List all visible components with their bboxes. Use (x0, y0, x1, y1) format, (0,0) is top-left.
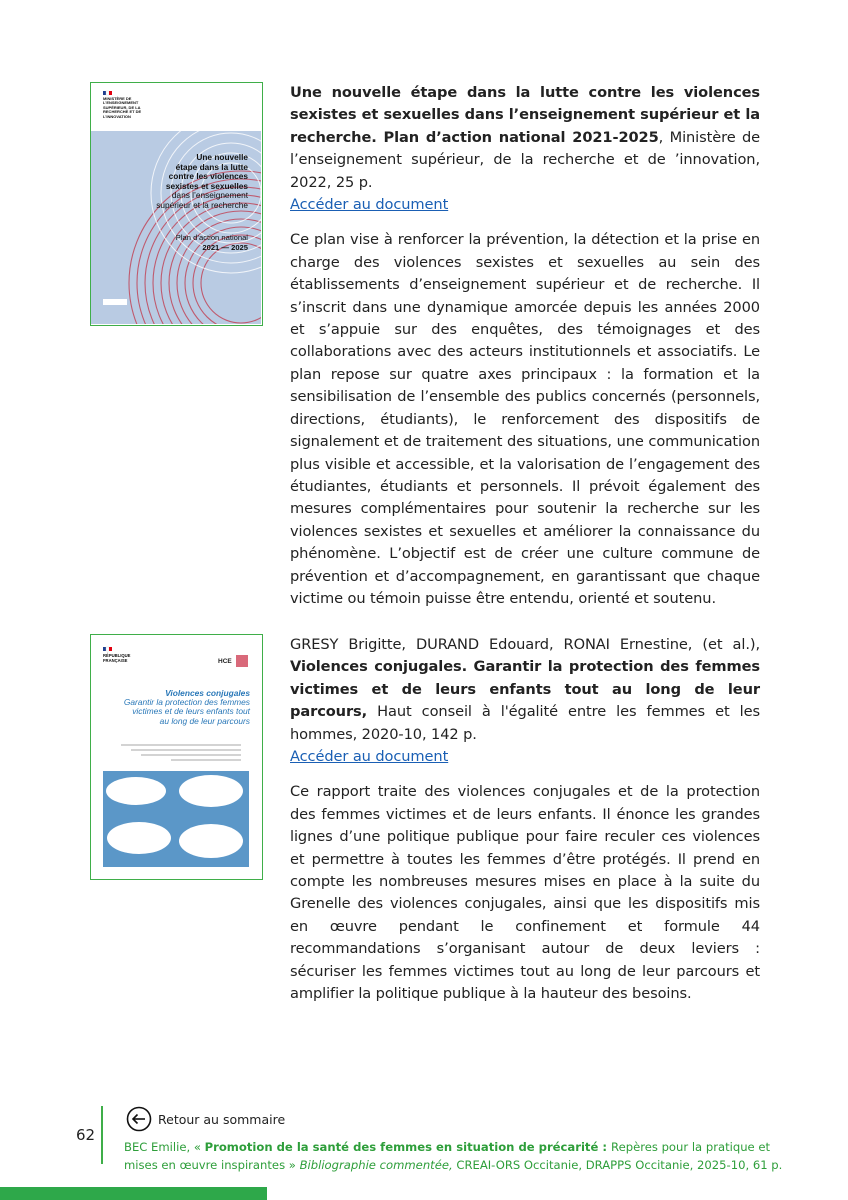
cover-title: Violences conjugales Garantir la protection des femmes victimes et de leurs enfants tout au long de leur parcours (123, 688, 250, 726)
cover-org: RÉPUBLIQUE FRANÇAISE (103, 653, 131, 663)
cover-org: MINISTÈRE DE L’ENSEIGNEMENT SUPÉRIEUR, DE LA RECHERCHE ET DE L’INNOVATION (103, 96, 142, 119)
entry-violences-conjugales (290, 634, 760, 1006)
footer-citation: BEC Emilie, « Promotion de la santé des femmes en situation de précarité : Repères pour la pratique et mises en œuvre inspirantes » Bibliographie commentée, CREAI-ORS Occitanie, DRAPPS Occitanie, 2025-10, 61 p. (124, 1140, 783, 1172)
entry-authors: GRESY Brigitte, DURAND Edouard, RONAI Ernestine, (et al.), (290, 636, 760, 653)
entry-title: Violences conjugales. Garantir la protection des femmes victimes et de leurs enfants tout au long de leur parcours, (290, 658, 760, 721)
bottom-accent-bar (0, 1187, 267, 1200)
arrow-left-circle-icon (126, 1106, 152, 1132)
footer-divider (101, 1106, 103, 1164)
entry-details: Haut conseil à l'égalité entre les femmes et les hommes, 2020-10, 142 p. (290, 703, 760, 743)
entry-reference (290, 634, 760, 746)
cover-image-violences-conjugales (90, 634, 263, 880)
access-document-link[interactable]: Accéder au document (290, 196, 449, 214)
cover-image-plan-action (90, 82, 263, 326)
access-document-link[interactable]: Accéder au document (290, 748, 449, 766)
back-to-summary-label: Retour au sommaire (158, 1111, 286, 1127)
cover-title: Une nouvelle étape dans la lutte contre les violences sexistes et sexuelles dans l’enseignement supérieur et la recherche (156, 152, 248, 210)
entry-title: Une nouvelle étape dans la lutte contre les violences sexistes et sexuelles dans l’enseignement supérieur et la recherche. Plan d’action national 2021-2025 (290, 84, 760, 146)
cover-badge: HCE (218, 658, 232, 665)
back-to-summary-button[interactable] (126, 1106, 285, 1132)
entry-reference (290, 82, 760, 194)
page-number: 62 (76, 1126, 96, 1144)
entry-details: , Ministère de l’enseignement supérieur, de la recherche et de ’innovation, 2022, 25 p. (290, 128, 761, 191)
cover-subtitle: Plan d’action national 2021 — 2025 (175, 233, 248, 252)
entry-plan-action (290, 82, 760, 610)
entry-summary: Ce rapport traite des violences conjugales et de la protection des femmes victimes et de leurs enfants. Il énonce les grandes lignes d’une politique publique pour faire reculer ces violences et permettre à toutes les femmes d’être protégés. Il prend en compte les nombreuses mesures mises en place à la suite du Grenelle des violences conjugales, ainsi que les dispositifs mis en œuvre pendant le confinement et formule 44 recommandations s’organisant autour de deux leviers : sécuriser les femmes victimes tout au long de leur parcours et amplifier la politique publique à la hauteur des besoins. (290, 783, 760, 1003)
cover-graphic (91, 635, 261, 878)
entry-summary: Ce plan vise à renforcer la prévention, la détection et la prise en charge des violences sexistes et sexuelles au sein des établissements d’enseignement supérieur et de recherche. Il s’inscrit dans une dynamique amorcée depuis les années 2000 et s’appuie sur des enquêtes, des témoignages et des collaborations avec des acteurs institutionnels et associatifs. Le plan repose sur quatre axes principaux : la formation et la sensibilisation de l’ensemble des publics concernés (personnels, directions, étudiants), le renforcement des dispositifs de signalement et de traitement des situations, une communication plus visible et accessible, et la valorisation de l’engagement des étudiantes, étudiants et personnels. Il prévoit également des mesures complémentaires pour soutenir la recherche sur les violences sexistes et sexuelles et améliorer la connaissance du phénomène. L’objectif est de créer une culture commune de prévention et d’accompagnement, en garantissant que chaque victime ou témoin puisse être entendu, orienté et soutenu. (290, 231, 760, 607)
